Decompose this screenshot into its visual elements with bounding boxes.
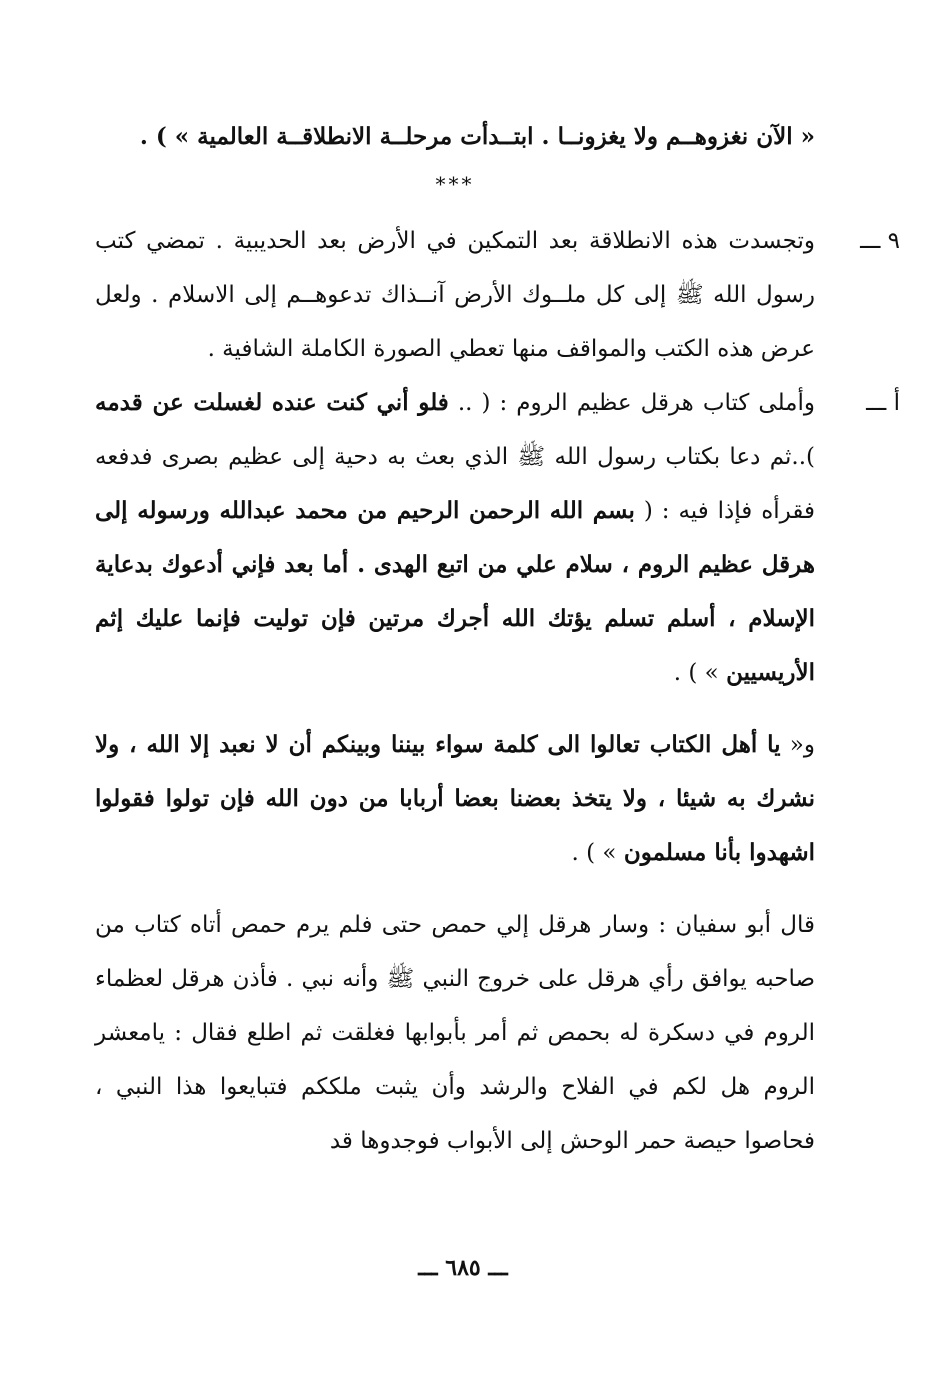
verse-paragraph xyxy=(95,718,815,880)
item-9 xyxy=(95,214,900,376)
item-a-bold-2: بسم الله الرحمن الرحيم من محمد عبدالله ورسوله إلى هرقل عظيم الروم ، سلام علي من اتبع الهدى . أما بعد فإني أدعوك بدعاية الإسلام ، أسلم تسلم يؤتك الله أجرك مرتين فإن توليت فإنما عليك إثم الأريسيين xyxy=(95,497,815,686)
item-a-part-2: )..ثم دعا بكتاب رسول الله ﷺ الذي بعث به دحية إلى عظيم بصرى فدفعه فقرأه فإذا فيه : ( xyxy=(95,444,815,524)
page-number: ـــ ٦٨٥ ـــ xyxy=(418,1255,508,1281)
item-9-text: وتجسدت هذه الانطلاقة بعد التمكين في الأرض بعد الحديبية . تمضي كتب رسول الله ﷺ إلى كل ملــوك الأرض آنــذاك تدعوهــم إلى الاسلام . ولعل عرض هذه الكتب والمواقف منها تعطي الصورة الكاملة الشافية . xyxy=(95,228,815,362)
item-9-marker: ٩ ـــ xyxy=(860,228,900,254)
item-a-bold-1: فلو أني كنت عنده لغسلت عن قدمه xyxy=(95,389,449,416)
spacer xyxy=(95,880,815,898)
verse-prefix: و« xyxy=(780,732,815,758)
item-a-part-3: » ) . xyxy=(673,660,727,686)
item-a-text xyxy=(95,376,815,700)
item-a-part-1: وأملى كتاب هرقل عظيم الروم : ( .. xyxy=(448,390,815,416)
item-a xyxy=(95,376,900,700)
item-a-marker: أ ـــ xyxy=(866,390,900,416)
section-separator: *** xyxy=(435,172,475,196)
page-body xyxy=(95,110,900,1168)
abu-sufyan-paragraph: قال أبو سفيان : وسار هرقل إلي حمص حتى فلم يرم حمص أتاه كتاب من صاحبه يوافق رأي هرقل على خروج النبي ﷺ وأنه نبي . فأذن هرقل لعظماء الروم في دسكرة له بحمص ثم أمر بأبوابها فغلقت ثم اطلع فقال : يامعشر الروم هل لكم في الفلاح والرشد وأن يثبت ملككم فتبايعوا هذا النبي ، فحاصوا حيصة حمر الوحش إلى الأبواب فوجدوها قد xyxy=(95,912,815,1154)
verse-text: يا أهل الكتاب تعالوا الى كلمة سواء بيننا وبينكم أن لا نعبد إلا الله ، ولا نشرك به شيئا ، ولا يتخذ بعضنا بعضا أربابا من دون الله فإن تولوا فقولوا اشهدوا بأنا مسلمون xyxy=(95,731,815,866)
spacer xyxy=(95,700,815,718)
verse-suffix: » ) . xyxy=(571,840,624,866)
intro-quote: « الآن نغزوهــم ولا يغزونــا . ابتــدأت مرحلــة الانطلاقــة العالمية » ) . xyxy=(139,123,815,150)
